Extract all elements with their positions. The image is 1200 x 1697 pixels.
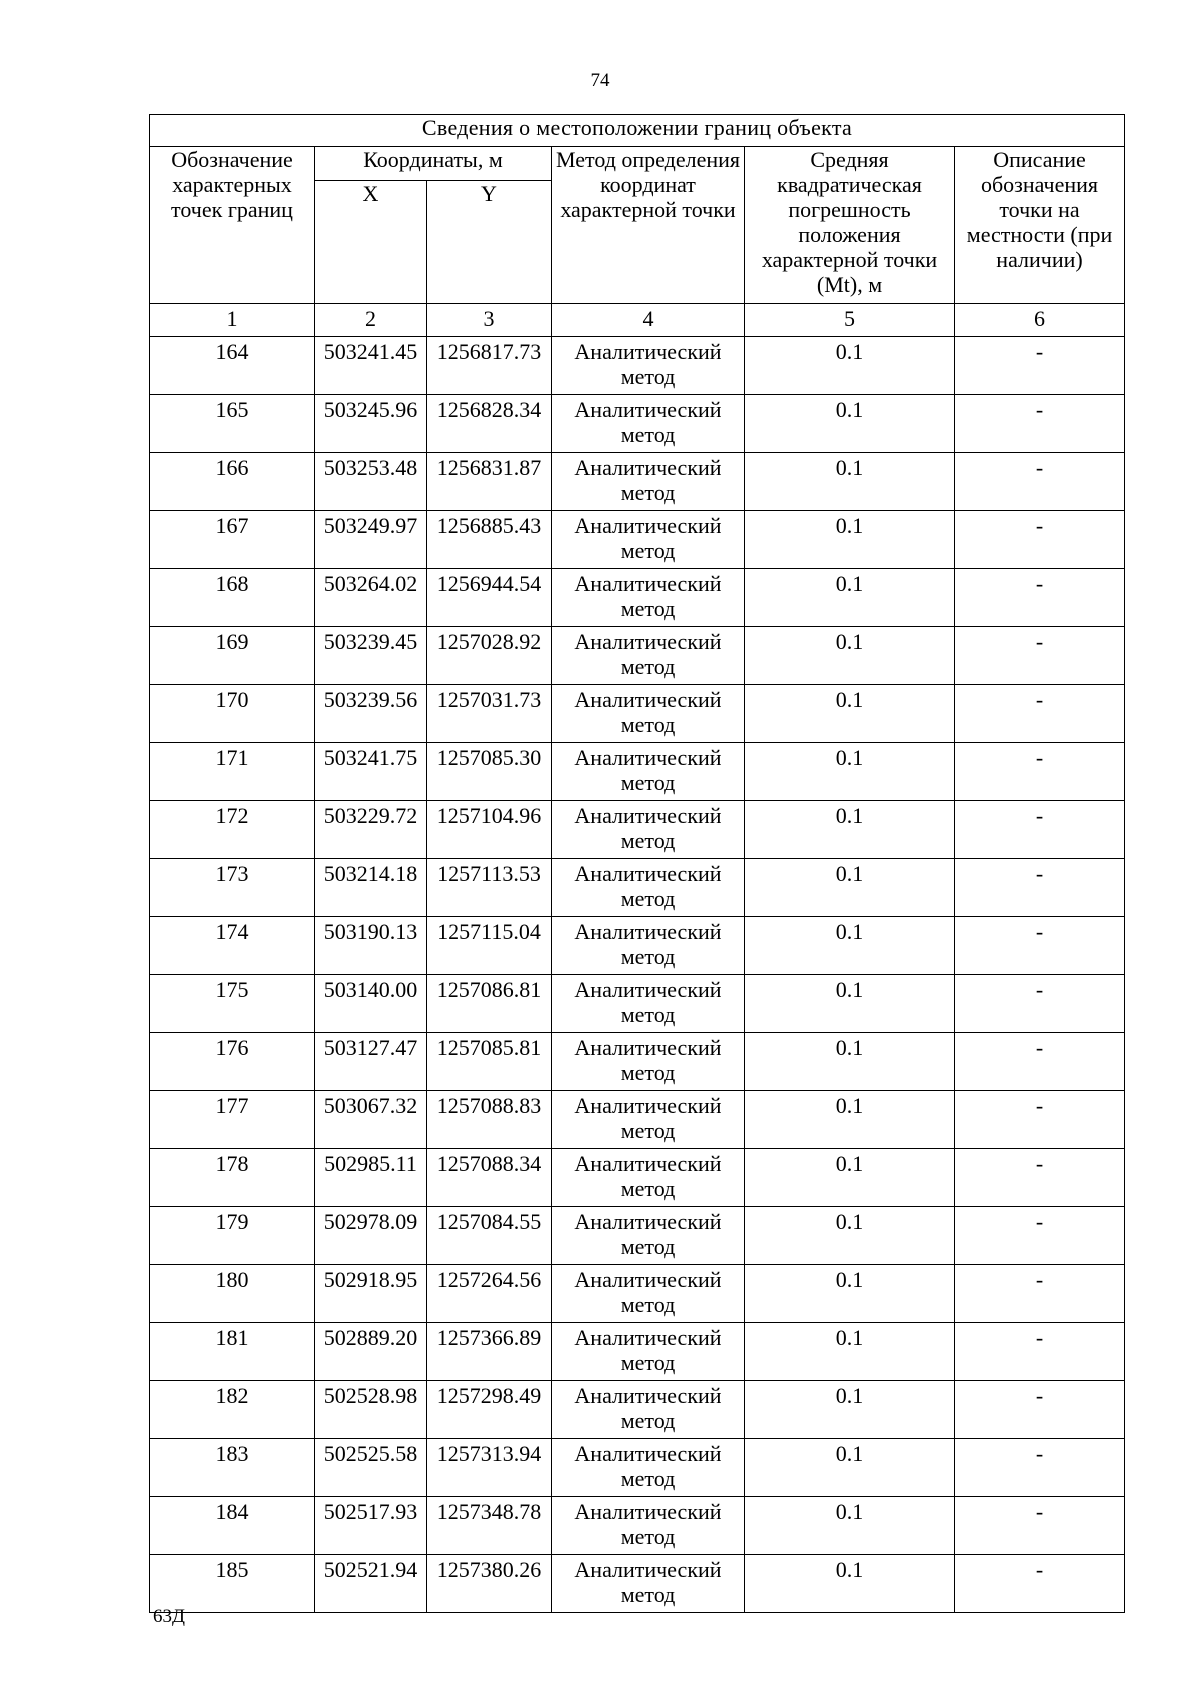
accuracy-cell: 0.1	[745, 743, 955, 801]
table-row	[150, 337, 1125, 395]
description-cell: -	[955, 801, 1125, 859]
x-coordinate-cell: 502517.93	[315, 1497, 427, 1555]
method-cell: Аналитический метод	[552, 1555, 745, 1613]
method-cell: Аналитический метод	[552, 859, 745, 917]
y-coordinate-cell: 1257028.92	[427, 627, 552, 685]
description-cell: -	[955, 1091, 1125, 1149]
method-cell: Аналитический метод	[552, 337, 745, 395]
x-coordinate-cell: 502528.98	[315, 1381, 427, 1439]
method-cell: Аналитический метод	[552, 627, 745, 685]
y-coordinate-cell: 1257380.26	[427, 1555, 552, 1613]
y-coordinate-cell: 1257115.04	[427, 917, 552, 975]
y-coordinate-cell: 1257088.83	[427, 1091, 552, 1149]
point-cell: 166	[150, 453, 315, 511]
accuracy-cell: 0.1	[745, 917, 955, 975]
description-cell: -	[955, 627, 1125, 685]
accuracy-cell: 0.1	[745, 511, 955, 569]
point-cell: 173	[150, 859, 315, 917]
header-y: Y	[427, 181, 552, 304]
point-cell: 175	[150, 975, 315, 1033]
x-coordinate-cell: 502918.95	[315, 1265, 427, 1323]
accuracy-cell: 0.1	[745, 337, 955, 395]
description-cell: -	[955, 395, 1125, 453]
description-cell: -	[955, 569, 1125, 627]
y-coordinate-cell: 1257104.96	[427, 801, 552, 859]
description-cell: -	[955, 1497, 1125, 1555]
table-row	[150, 1149, 1125, 1207]
table-row	[150, 917, 1125, 975]
method-cell: Аналитический метод	[552, 685, 745, 743]
description-cell: -	[955, 859, 1125, 917]
point-cell: 181	[150, 1323, 315, 1381]
y-coordinate-cell: 1257313.94	[427, 1439, 552, 1497]
accuracy-cell: 0.1	[745, 1439, 955, 1497]
x-coordinate-cell: 503241.45	[315, 337, 427, 395]
x-coordinate-cell: 502985.11	[315, 1149, 427, 1207]
table-row	[150, 627, 1125, 685]
x-coordinate-cell: 503245.96	[315, 395, 427, 453]
point-cell: 168	[150, 569, 315, 627]
description-cell: -	[955, 337, 1125, 395]
y-coordinate-cell: 1256831.87	[427, 453, 552, 511]
point-cell: 182	[150, 1381, 315, 1439]
boundary-points-table	[149, 114, 1125, 1613]
description-cell: -	[955, 1323, 1125, 1381]
accuracy-cell: 0.1	[745, 569, 955, 627]
description-cell: -	[955, 685, 1125, 743]
point-cell: 184	[150, 1497, 315, 1555]
table-row	[150, 1323, 1125, 1381]
point-cell: 165	[150, 395, 315, 453]
x-coordinate-cell: 503253.48	[315, 453, 427, 511]
accuracy-cell: 0.1	[745, 859, 955, 917]
x-coordinate-cell: 503249.97	[315, 511, 427, 569]
y-coordinate-cell: 1257298.49	[427, 1381, 552, 1439]
accuracy-cell: 0.1	[745, 975, 955, 1033]
method-cell: Аналитический метод	[552, 1149, 745, 1207]
accuracy-cell: 0.1	[745, 1497, 955, 1555]
accuracy-cell: 0.1	[745, 801, 955, 859]
x-coordinate-cell: 503214.18	[315, 859, 427, 917]
method-cell: Аналитический метод	[552, 1381, 745, 1439]
x-coordinate-cell: 502889.20	[315, 1323, 427, 1381]
method-cell: Аналитический метод	[552, 1265, 745, 1323]
accuracy-cell: 0.1	[745, 1091, 955, 1149]
point-cell: 170	[150, 685, 315, 743]
table-row	[150, 1033, 1125, 1091]
x-coordinate-cell: 503239.45	[315, 627, 427, 685]
point-cell: 177	[150, 1091, 315, 1149]
description-cell: -	[955, 453, 1125, 511]
column-number: 6	[955, 304, 1125, 337]
x-coordinate-cell: 503239.56	[315, 685, 427, 743]
method-cell: Аналитический метод	[552, 1033, 745, 1091]
x-coordinate-cell: 502525.58	[315, 1439, 427, 1497]
method-cell: Аналитический метод	[552, 1207, 745, 1265]
accuracy-cell: 0.1	[745, 627, 955, 685]
y-coordinate-cell: 1256885.43	[427, 511, 552, 569]
y-coordinate-cell: 1257031.73	[427, 685, 552, 743]
point-cell: 178	[150, 1149, 315, 1207]
method-cell: Аналитический метод	[552, 1091, 745, 1149]
x-coordinate-cell: 503190.13	[315, 917, 427, 975]
method-cell: Аналитический метод	[552, 1439, 745, 1497]
x-coordinate-cell: 503229.72	[315, 801, 427, 859]
accuracy-cell: 0.1	[745, 1381, 955, 1439]
method-cell: Аналитический метод	[552, 1323, 745, 1381]
x-coordinate-cell: 503264.02	[315, 569, 427, 627]
table-row	[150, 1555, 1125, 1613]
point-cell: 176	[150, 1033, 315, 1091]
point-cell: 169	[150, 627, 315, 685]
table-title: Сведения о местоположении границ объекта	[150, 115, 1125, 147]
method-cell: Аналитический метод	[552, 917, 745, 975]
description-cell: -	[955, 743, 1125, 801]
table-row	[150, 511, 1125, 569]
table-row	[150, 453, 1125, 511]
description-cell: -	[955, 1149, 1125, 1207]
accuracy-cell: 0.1	[745, 1555, 955, 1613]
y-coordinate-cell: 1257264.56	[427, 1265, 552, 1323]
y-coordinate-cell: 1257366.89	[427, 1323, 552, 1381]
y-coordinate-cell: 1256828.34	[427, 395, 552, 453]
y-coordinate-cell: 1257086.81	[427, 975, 552, 1033]
description-cell: -	[955, 917, 1125, 975]
y-coordinate-cell: 1256944.54	[427, 569, 552, 627]
method-cell: Аналитический метод	[552, 511, 745, 569]
table-row	[150, 1381, 1125, 1439]
method-cell: Аналитический метод	[552, 975, 745, 1033]
y-coordinate-cell: 1257088.34	[427, 1149, 552, 1207]
point-cell: 172	[150, 801, 315, 859]
method-cell: Аналитический метод	[552, 395, 745, 453]
column-number: 1	[150, 304, 315, 337]
accuracy-cell: 0.1	[745, 1323, 955, 1381]
header-x: X	[315, 181, 427, 304]
table-row	[150, 1497, 1125, 1555]
point-cell: 179	[150, 1207, 315, 1265]
page-number: 74	[590, 70, 610, 91]
accuracy-cell: 0.1	[745, 1149, 955, 1207]
description-cell: -	[955, 1439, 1125, 1497]
method-cell: Аналитический метод	[552, 569, 745, 627]
x-coordinate-cell: 503241.75	[315, 743, 427, 801]
header-coordinates: Координаты, м	[315, 147, 552, 181]
description-cell: -	[955, 975, 1125, 1033]
description-cell: -	[955, 511, 1125, 569]
description-cell: -	[955, 1265, 1125, 1323]
column-number: 3	[427, 304, 552, 337]
table-row	[150, 743, 1125, 801]
table-row	[150, 1265, 1125, 1323]
header-point-designation: Обозначение характерных точек границ	[150, 147, 315, 304]
header-description: Описание обозначения точки на местности (при наличии)	[955, 147, 1125, 304]
header-method: Метод определения координат характерной точки	[552, 147, 745, 304]
description-cell: -	[955, 1207, 1125, 1265]
table-row	[150, 975, 1125, 1033]
column-number: 5	[745, 304, 955, 337]
header-accuracy: Средняя квадратическая погрешность положения характерной точки (Mt), м	[745, 147, 955, 304]
accuracy-cell: 0.1	[745, 1033, 955, 1091]
point-cell: 171	[150, 743, 315, 801]
table-row	[150, 1091, 1125, 1149]
method-cell: Аналитический метод	[552, 1497, 745, 1555]
y-coordinate-cell: 1257085.30	[427, 743, 552, 801]
y-coordinate-cell: 1257348.78	[427, 1497, 552, 1555]
accuracy-cell: 0.1	[745, 1207, 955, 1265]
y-coordinate-cell: 1257084.55	[427, 1207, 552, 1265]
column-number-row	[150, 304, 1125, 337]
table-row	[150, 395, 1125, 453]
table-row	[150, 685, 1125, 743]
description-cell: -	[955, 1381, 1125, 1439]
description-cell: -	[955, 1555, 1125, 1613]
column-number: 2	[315, 304, 427, 337]
point-cell: 167	[150, 511, 315, 569]
method-cell: Аналитический метод	[552, 801, 745, 859]
description-cell: -	[955, 1033, 1125, 1091]
table-row	[150, 1207, 1125, 1265]
column-number: 4	[552, 304, 745, 337]
method-cell: Аналитический метод	[552, 743, 745, 801]
point-cell: 185	[150, 1555, 315, 1613]
table-row	[150, 801, 1125, 859]
accuracy-cell: 0.1	[745, 395, 955, 453]
point-cell: 174	[150, 917, 315, 975]
table-row	[150, 859, 1125, 917]
accuracy-cell: 0.1	[745, 1265, 955, 1323]
x-coordinate-cell: 503140.00	[315, 975, 427, 1033]
footer-code: 63Д	[153, 1606, 185, 1627]
x-coordinate-cell: 503067.32	[315, 1091, 427, 1149]
y-coordinate-cell: 1256817.73	[427, 337, 552, 395]
y-coordinate-cell: 1257085.81	[427, 1033, 552, 1091]
point-cell: 164	[150, 337, 315, 395]
method-cell: Аналитический метод	[552, 453, 745, 511]
accuracy-cell: 0.1	[745, 453, 955, 511]
accuracy-cell: 0.1	[745, 685, 955, 743]
x-coordinate-cell: 502978.09	[315, 1207, 427, 1265]
point-cell: 183	[150, 1439, 315, 1497]
point-cell: 180	[150, 1265, 315, 1323]
table-row	[150, 569, 1125, 627]
y-coordinate-cell: 1257113.53	[427, 859, 552, 917]
x-coordinate-cell: 503127.47	[315, 1033, 427, 1091]
table-row	[150, 1439, 1125, 1497]
x-coordinate-cell: 502521.94	[315, 1555, 427, 1613]
